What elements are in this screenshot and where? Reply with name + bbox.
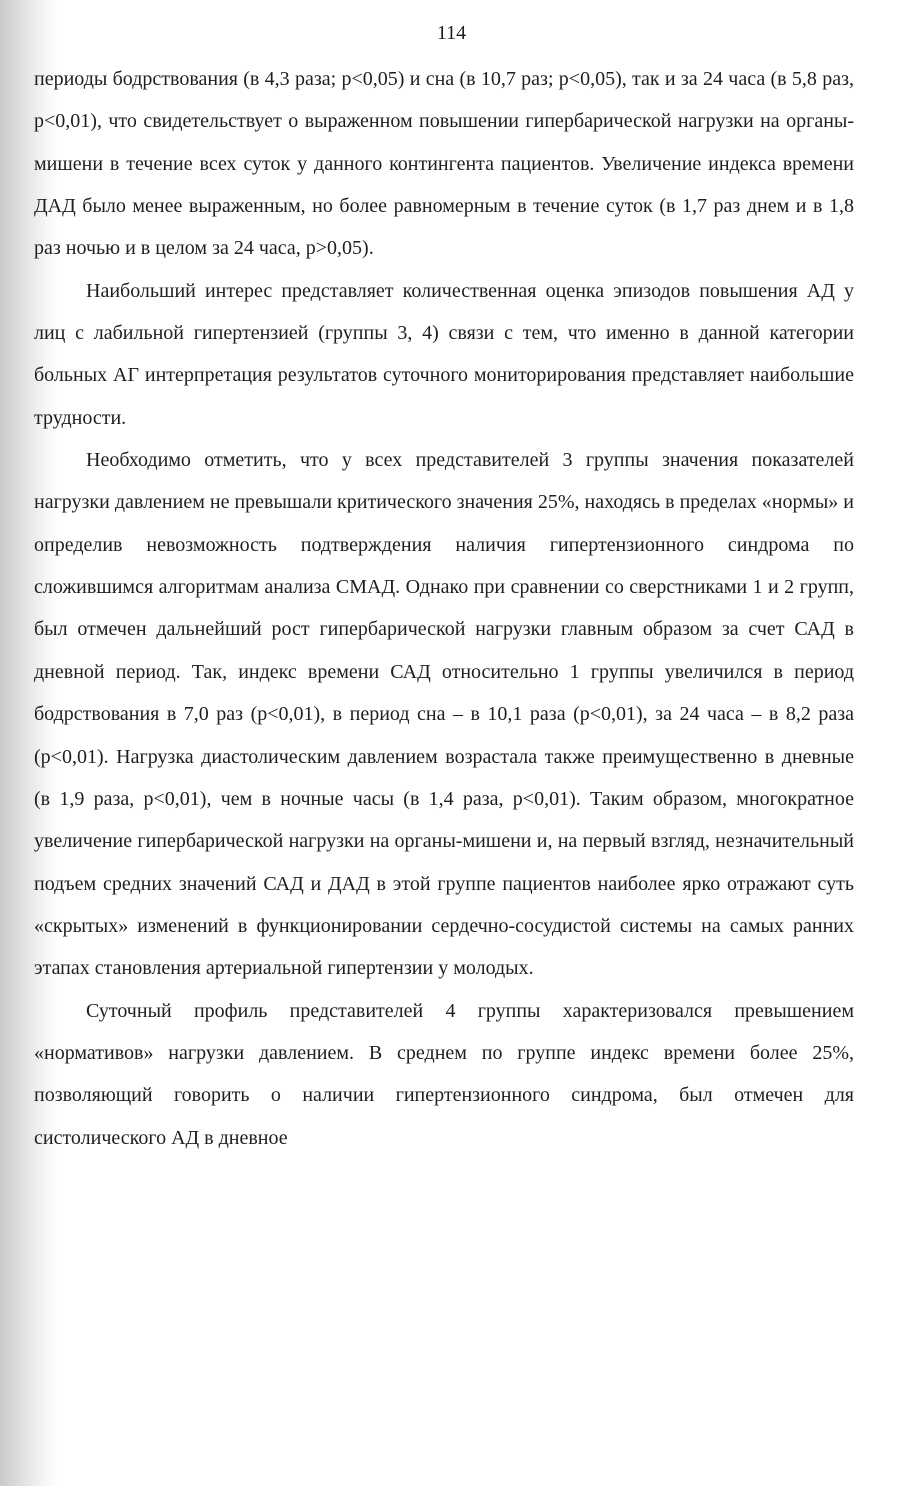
text-body — [34, 58, 854, 1159]
page-number: 114 — [436, 22, 467, 44]
paragraph-group-3: Необходимо отметить, что у всех представителей 3 группы значения показателей нагрузки давлением не превышали критического значения 25%, находясь в пределах «нормы» и определив невозможность подтверждения наличия гипертензионного синдрома по сложившимся алгоритмам анализа СМАД. Однако при сравнении со сверстниками 1 и 2 групп, был отмечен дальнейший рост гипербарической нагрузки главным образом за счет САД в дневной период. Так, индекс времени САД относительно 1 группы увеличился в период бодрствования в 7,0 раз (p<0,01), в период сна – в 10,1 раза (p<0,01), за 24 часа – в 8,2 раза (p<0,01). Нагрузка диастолическим давлением возрастала также преимущественно в дневные (в 1,9 раза, p<0,01), чем в ночные часы (в 1,4 раза, p<0,01). Таким образом, многократное увеличение гипербарической нагрузки на органы-мишени и, на первый взгляд, незначительный подъем средних значений САД и ДАД в этой группе пациентов наиболее ярко отражают суть «скрытых» изменений в функционировании сердечно-сосудистой системы на самых ранних этапах становления артериальной гипертензии у молодых. — [34, 449, 854, 980]
paragraph-continuation: периоды бодрствования (в 4,3 раза; p<0,05) и сна (в 10,7 раз; p<0,05), так и за 24 часа (в 5,8 раз, p<0,01), что свидетельствует о выраженном повышении гипербарической нагрузки на органы-мишени в течение всех суток у данного контингента пациентов. Увеличение индекса времени ДАД было менее выраженным, но более равномерным в течение суток (в 1,7 раз днем и в 1,8 раз ночью и в целом за 24 часа, p>0,05). — [34, 68, 854, 260]
paragraph-labile-hypertension: Наибольший интерес представляет количественная оценка эпизодов повышения АД у лиц с лабильной гипертензией (группы 3, 4) связи с тем, что именно в данной категории больных АГ интерпретация результатов суточного мониторирования представляет наибольшие трудности. — [34, 279, 854, 429]
paragraph-group-4: Суточный профиль представителей 4 группы характеризовался превышением «нормативов» нагрузки давлением. В среднем по группе индекс времени более 25%, позволяющий говорить о наличии гипертензионного синдрома, был отмечен для систолического АД в дневное — [34, 999, 854, 1149]
